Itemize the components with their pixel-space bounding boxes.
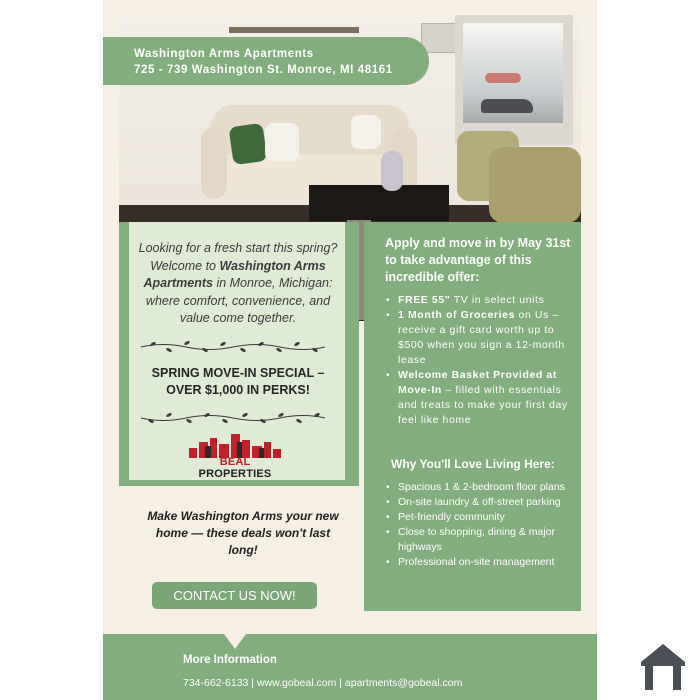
feature-item: • Pet-friendly community: [386, 510, 576, 525]
why-heading: Why You'll Love Living Here:: [391, 457, 555, 471]
cta-text: Make Washington Arms your new home — these deals won't last long!: [147, 509, 339, 557]
armchair: [489, 147, 581, 223]
special-line: SPRING MOVE-IN SPECIAL –: [151, 366, 325, 380]
feature-item: • Professional on-site management: [386, 555, 576, 570]
perk-highlight: 1 Month of Groceries: [398, 309, 516, 321]
feature-item: • Spacious 1 & 2-bedroom floor plans: [386, 480, 576, 495]
offer-heading: Apply and move in by May 31st to take advantage of this incredible offer:: [385, 236, 571, 284]
pillow: [351, 115, 381, 149]
perk-highlight: Welcome Basket Provided at Move-In: [398, 369, 557, 396]
feature-item: • Close to shopping, dining & major highways: [386, 525, 576, 555]
perk-item: [386, 308, 576, 368]
logo-wordmark-properties: PROPERTIES: [198, 468, 272, 480]
intro-text: [133, 240, 343, 328]
contact-us-button[interactable]: CONTACT US NOW!: [152, 582, 317, 609]
pillow: [229, 123, 268, 165]
features-list: [386, 480, 576, 570]
logo-wordmark-beal: BEAL: [219, 456, 251, 468]
intro-property-name: Washington Arms Apartments: [143, 258, 326, 290]
property-name: Washington Arms Apartments: [134, 48, 314, 60]
property-address: 725 - 739 Washington St. Monroe, MI 48161: [134, 64, 393, 76]
perks-list: [386, 293, 576, 428]
footer: [103, 634, 597, 700]
vine-divider: [139, 411, 327, 425]
flyer: [103, 0, 597, 700]
feature-item: • On-site laundry & off-street parking: [386, 495, 576, 510]
home-icon[interactable]: [637, 640, 689, 692]
pillow: [265, 123, 299, 161]
window-car: [481, 99, 533, 113]
logo-wordmark: [185, 456, 285, 480]
sofa-arm: [201, 127, 227, 199]
perk-detail: on Us – receive a gift card worth up to $500 when you sign a 12-month lease: [398, 309, 565, 366]
coffee-table: [309, 185, 449, 221]
intro-tail: in Monroe, Michigan: where comfort, convenience, and value come together.: [145, 276, 333, 325]
perk-item: [386, 368, 576, 428]
footer-contacts: 734-662-6133 | www.gobeal.com | apartments@gobeal.com: [183, 677, 463, 689]
special-headline: [133, 365, 343, 399]
vine-divider: [139, 340, 327, 354]
header-band: [103, 37, 429, 85]
wall-art: [229, 27, 359, 33]
special-line: OVER $1,000 IN PERKS!: [166, 383, 310, 397]
vase: [381, 151, 403, 191]
photo-window: [455, 15, 573, 145]
footer-title: More Information: [183, 654, 277, 666]
perk-detail: TV in select units: [450, 294, 545, 306]
perk-item: [386, 293, 576, 308]
window-car: [485, 73, 521, 83]
perk-highlight: FREE 55": [398, 294, 451, 306]
footer-notch: [224, 634, 246, 649]
perk-detail: – filled with essentials and treats to make your first day feel like home: [398, 384, 568, 426]
intro-lead: Looking for a fresh start this spring? Welcome to: [138, 241, 338, 273]
